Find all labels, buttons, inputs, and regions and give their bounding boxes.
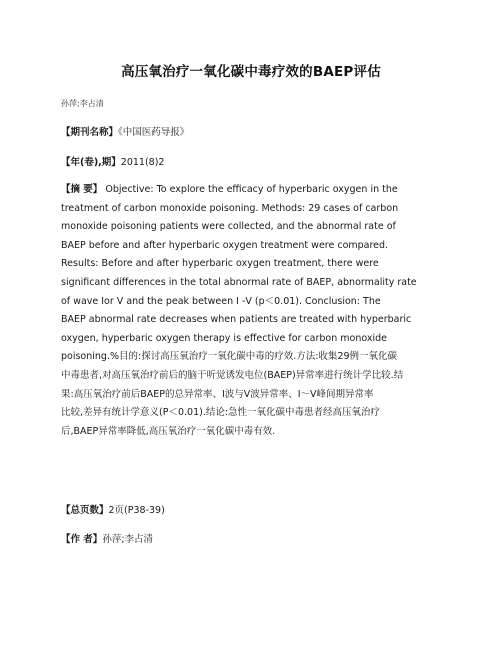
journal-value: 《中国医药导报》 xyxy=(118,127,190,138)
year-issue-label: 【年(卷),期】 xyxy=(61,157,121,168)
abstract-line: 中毒患者,对高压氧治疗前后的脑干听觉诱发电位(BAEP)异常率进行统计学比较.结 xyxy=(61,369,404,381)
pages-field xyxy=(61,502,165,516)
abstract-block xyxy=(61,181,451,441)
abstract-line: treatment of carbon monoxide poisoning. Methods: 29 cases of carbon xyxy=(61,202,399,214)
year-issue-field xyxy=(61,154,164,168)
abstract-line: oxygen, hyperbaric oxygen therapy is effective for carbon monoxide xyxy=(61,332,388,344)
abstract-line: poisoning.%目的:探讨高压氧治疗一氧化碳中毒的疗效.方法:收集29例一氧化碳 xyxy=(61,351,398,363)
pages-value: 2页(P38-39) xyxy=(108,505,165,516)
abstract-line: 后,BAEP异常率降低,高压氧治疗一氧化碳中毒有效. xyxy=(61,425,276,437)
abstract-line: BAEP abnormal rate decreases when patients are treated with hyperbaric xyxy=(61,314,412,326)
abstract-text: Objective: To explore the efficacy of hyperbaric oxygen in the xyxy=(105,184,398,195)
year-issue-value: 2011(8)2 xyxy=(120,157,165,168)
page-title: 高压氧治疗一氧化碳中毒疗效的BAEP评估 xyxy=(121,64,381,80)
abstract-line: 比较,差异有统计学意义(P＜0.01).结论:急性一氧化碳中毒患者经高压氧治疗 xyxy=(61,407,381,419)
abstract-line: Results: Before and after hyperbaric oxygen treatment, there were xyxy=(61,258,379,270)
abstract-line: significant differences in the total abnormal rate of BAEP, abnormality rate xyxy=(61,276,417,288)
abstract-label: 【摘 要】 xyxy=(61,184,103,195)
abstract-line: of wave Ⅰor Ⅴ and the peak between Ⅰ -Ⅴ (p＜0.01). Conclusion: The xyxy=(61,295,381,307)
authors-label: 【作 者】 xyxy=(61,534,103,545)
abstract-line: monoxide poisoning patients were collected, and the abnormal rate of xyxy=(61,221,396,233)
abstract-line: 果:高压氧治疗前后BAEP的总异常率、Ⅰ波与Ⅴ波异常率、Ⅰ～Ⅴ峰间期异常率 xyxy=(61,388,374,400)
authors-field xyxy=(61,531,153,545)
journal-label: 【期刊名称】 xyxy=(61,127,119,138)
author-byline: 孙萍;李占清 xyxy=(61,99,104,108)
pages-label: 【总页数】 xyxy=(61,505,109,516)
journal-field xyxy=(61,124,189,138)
authors-value: 孙萍;李占清 xyxy=(102,534,154,545)
abstract-line xyxy=(61,181,451,200)
abstract-line: BAEP before and after hyperbaric oxygen treatment were compared. xyxy=(61,239,389,251)
